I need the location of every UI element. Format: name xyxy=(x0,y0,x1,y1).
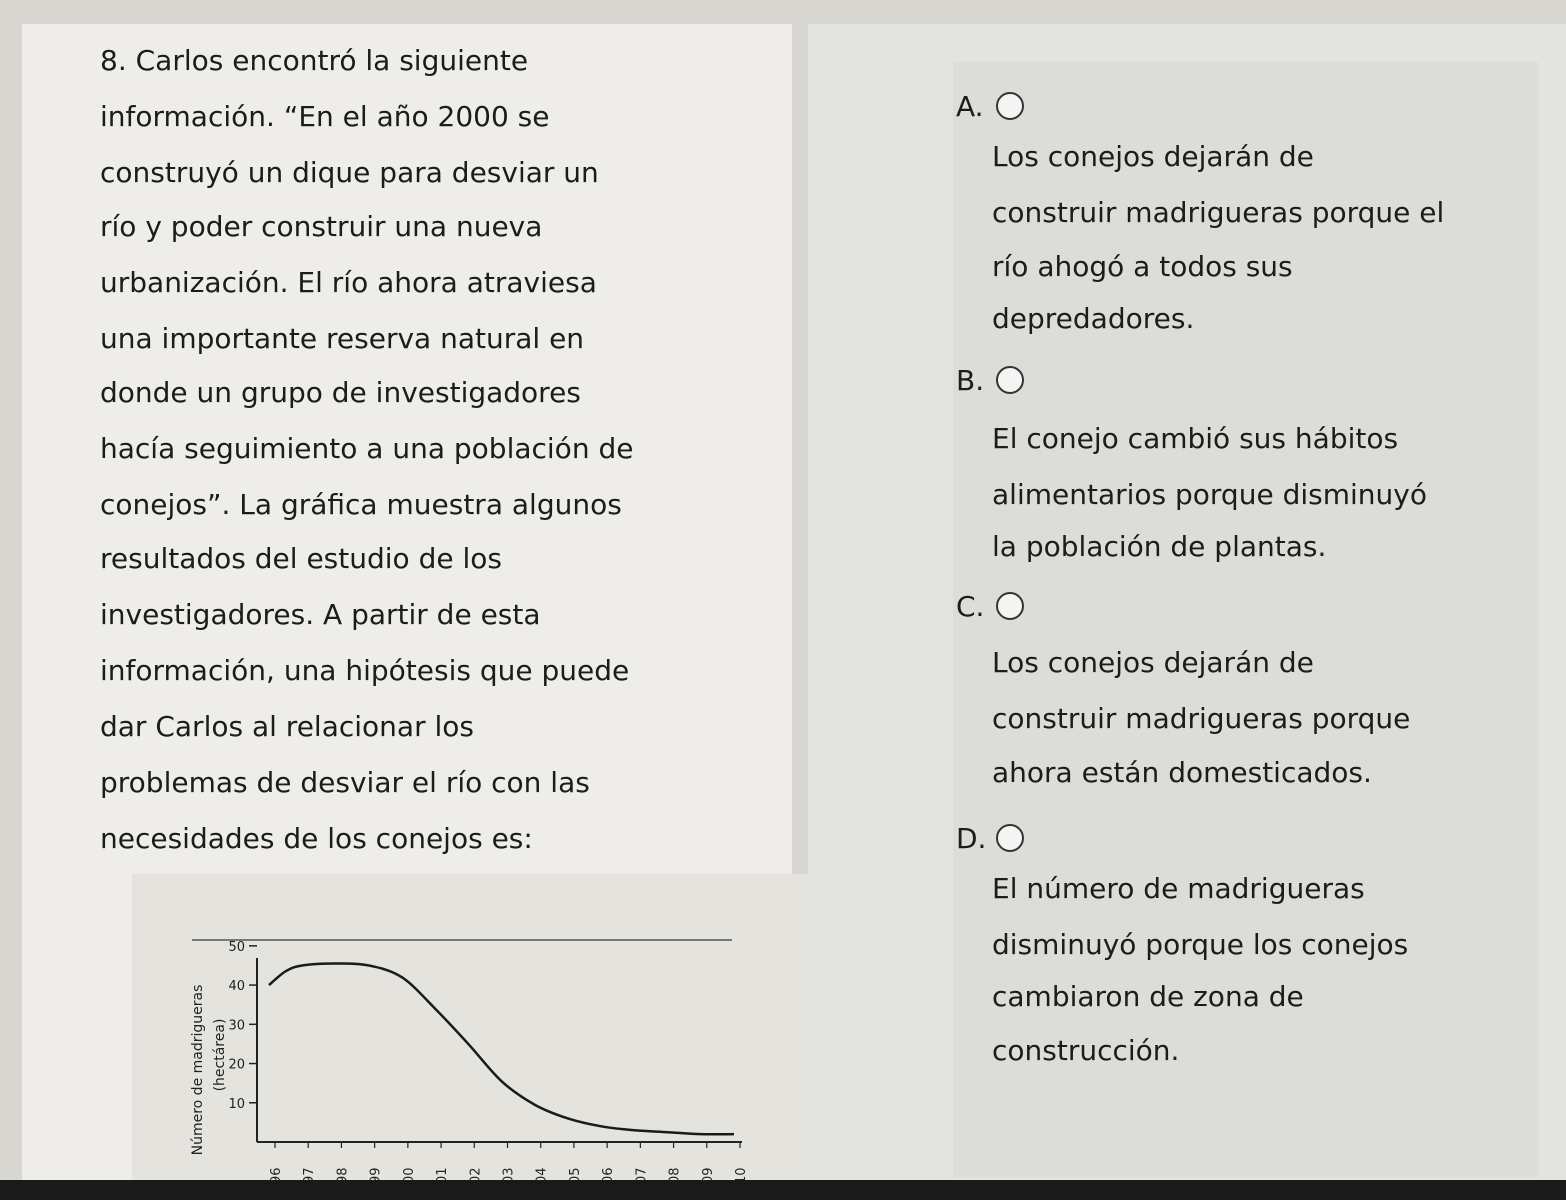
options-page xyxy=(808,24,1566,1180)
photo-border xyxy=(0,1180,1566,1200)
y-tick-label: 50 xyxy=(228,939,245,955)
option-text-line: disminuyó porque los conejos xyxy=(992,928,1409,961)
question-line: 8. Carlos encontró la siguiente xyxy=(100,44,529,77)
option-text-line: construir madrigueras porque el xyxy=(992,196,1445,229)
option-d-letter: D. xyxy=(956,822,987,855)
option-b-radio[interactable] xyxy=(996,366,1024,394)
chart-panel xyxy=(132,874,812,1180)
y-tick-label: 10 xyxy=(228,1096,245,1112)
question-line: dar Carlos al relacionar los xyxy=(100,710,474,743)
option-text-line: ahora están domesticados. xyxy=(992,756,1372,789)
question-line: problemas de desviar el río con las xyxy=(100,766,590,799)
y-axis-label: Número de madrigueras xyxy=(190,984,206,1156)
option-text-line: El número de madrigueras xyxy=(992,872,1365,905)
question-line: necesidades de los conejos es: xyxy=(100,822,533,855)
y-axis-unit: (hectárea) xyxy=(212,1018,228,1092)
question-line: urbanización. El río ahora atraviesa xyxy=(100,266,597,299)
option-text-line: construir madrigueras porque xyxy=(992,702,1411,735)
option-text-line: río ahogó a todos sus xyxy=(992,250,1293,283)
question-line: construyó un dique para desviar un xyxy=(100,156,599,189)
option-a-radio[interactable] xyxy=(996,92,1024,120)
option-d-radio[interactable] xyxy=(996,824,1024,852)
question-line: investigadores. A partir de esta xyxy=(100,598,541,631)
question-line: hacía seguimiento a una población de xyxy=(100,432,634,465)
option-text-line: depredadores. xyxy=(992,302,1195,335)
y-tick-label: 20 xyxy=(228,1057,245,1073)
y-tick-label: 30 xyxy=(228,1018,245,1034)
option-text-line: alimentarios porque disminuyó xyxy=(992,478,1427,511)
question-line: donde un grupo de investigadores xyxy=(100,376,581,409)
burrow-chart xyxy=(132,874,812,1180)
y-tick-label: 40 xyxy=(228,979,245,995)
question-line: río y poder construir una nueva xyxy=(100,210,543,243)
option-c-letter: C. xyxy=(956,590,985,623)
option-text-line: Los conejos dejarán de xyxy=(992,140,1314,173)
option-text-line: El conejo cambió sus hábitos xyxy=(992,422,1399,455)
question-page xyxy=(22,24,792,1180)
question-line: conejos”. La gráfica muestra algunos xyxy=(100,488,622,521)
question-line: información. “En el año 2000 se xyxy=(100,100,550,133)
option-text-line: construcción. xyxy=(992,1034,1180,1067)
option-a-letter: A. xyxy=(956,90,984,123)
option-text-line: Los conejos dejarán de xyxy=(992,646,1314,679)
question-line: información, una hipótesis que puede xyxy=(100,654,630,687)
option-b-letter: B. xyxy=(956,364,985,397)
option-text-line: cambiaron de zona de xyxy=(992,980,1304,1013)
option-text-line: la población de plantas. xyxy=(992,530,1327,563)
question-line: resultados del estudio de los xyxy=(100,542,502,575)
burrows-series-line xyxy=(269,963,734,1134)
option-c-radio[interactable] xyxy=(996,592,1024,620)
question-line: una importante reserva natural en xyxy=(100,322,585,355)
